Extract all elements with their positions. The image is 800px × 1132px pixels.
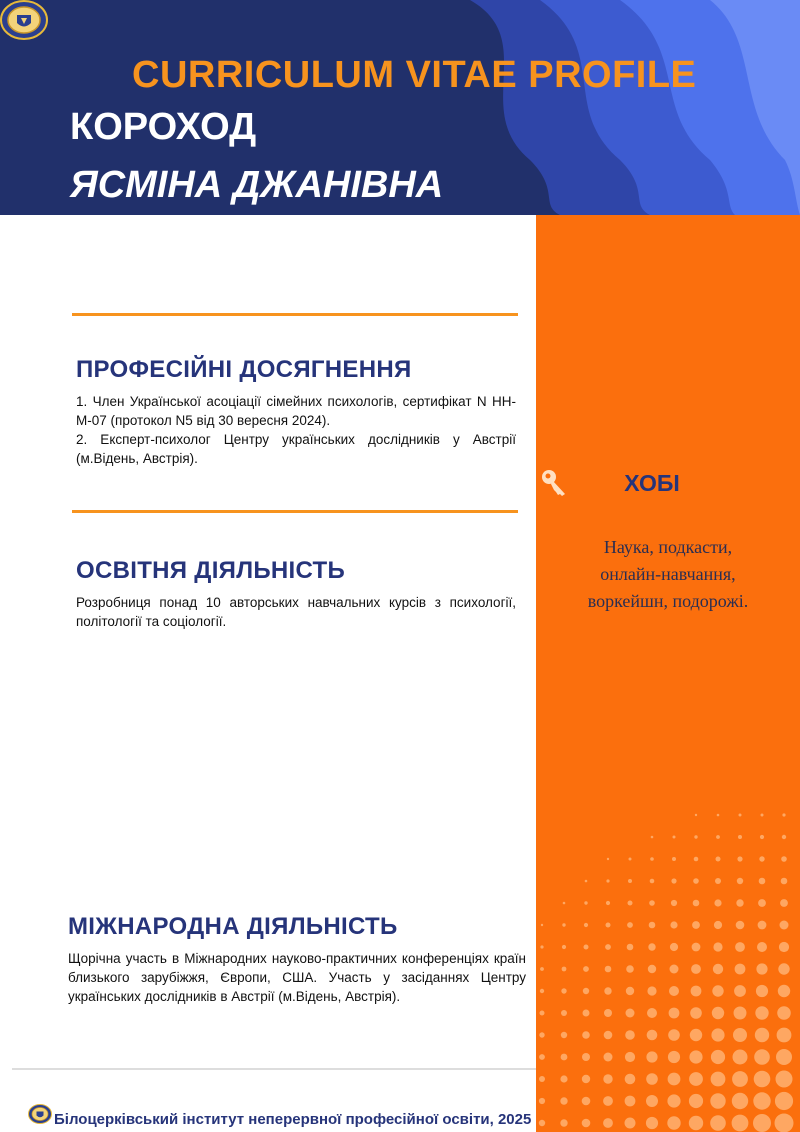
person-surname: КОРОХОД — [70, 106, 257, 148]
education-body: Розробниця понад 10 авторських навчальних курсів з психології, політології та соціології. — [76, 595, 516, 629]
achievements-body — [76, 392, 516, 468]
halftone-dots-decoration — [536, 215, 800, 1132]
achievement-item: 1. Член Української асоціації сімейних психологів, сертифікат N НН-М-07 (протокол N5 від 30 вересня 2024). — [76, 394, 516, 428]
footer-institution: Білоцерківський інститут неперервної професійної освіти, 2025 — [54, 1111, 532, 1128]
international-title: МІЖНАРОДНА ДІЯЛЬНІСТЬ — [68, 913, 398, 940]
achievement-item: 2. Експерт-психолог Центру українських дослідників у Австрії (м.Відень, Австрія). — [76, 432, 516, 466]
footer-divider — [12, 1068, 536, 1070]
international-body: Щорічна участь в Міжнародних науково-практичних конференціях країн близького зарубіжжя, Європи, США. Участь у засіданнях Центру українських дослідників в Австрії (м.Відень, Австрія). — [68, 951, 526, 1004]
institute-logo-icon — [0, 0, 48, 40]
person-first-name: ЯСМІНА ДЖАНІВНА — [70, 164, 444, 206]
cv-title: CURRICULUM VITAE PROFILE — [132, 54, 697, 96]
achievements-title: ПРОФЕСІЙНІ ДОСЯГНЕННЯ — [76, 356, 412, 383]
hobby-line: воркейшн, подорожі. — [587, 591, 749, 611]
hobby-line: Наука, подкасти, — [603, 537, 733, 557]
hobby-title: ХОБІ — [624, 470, 680, 496]
header-banner — [0, 0, 800, 215]
hobby-text — [536, 534, 800, 615]
key-icon — [540, 468, 568, 498]
sidebar-panel — [536, 215, 800, 1132]
education-title: ОСВІТНЯ ДІЯЛЬНІСТЬ — [76, 557, 346, 584]
section-divider — [72, 313, 518, 316]
section-divider — [72, 510, 518, 513]
hobby-line: онлайн-навчання, — [600, 564, 736, 584]
institute-logo-icon — [28, 1102, 52, 1126]
